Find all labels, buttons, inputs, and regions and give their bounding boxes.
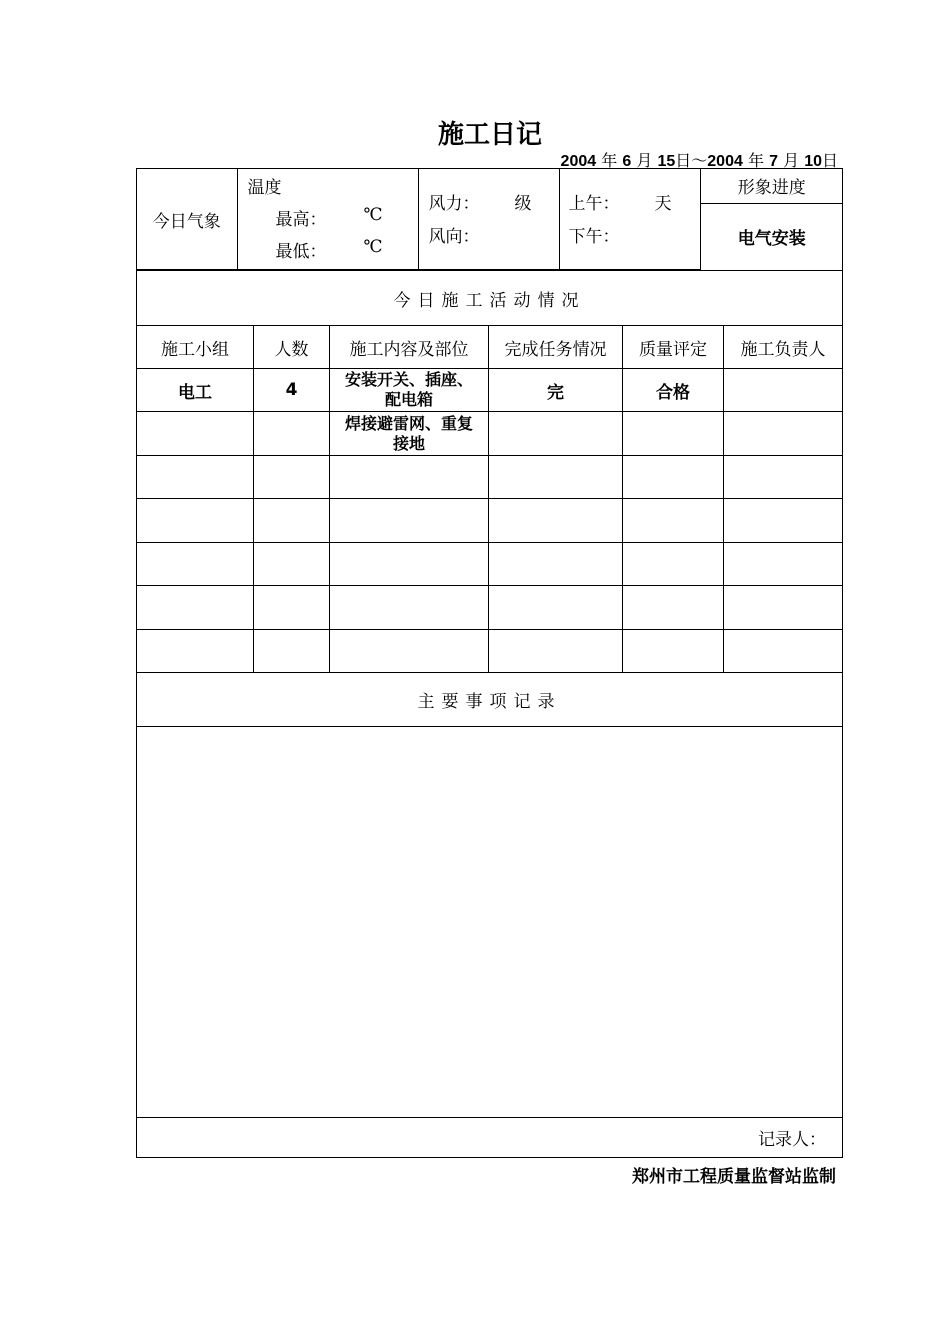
header-team: 施工小组 — [137, 326, 254, 369]
diary-table — [136, 168, 843, 1158]
progress-value: 电气安装 — [700, 203, 843, 269]
cell-responsible — [724, 369, 843, 412]
activity-section-title: 今日施工活动情况 — [137, 271, 843, 326]
cell-content — [330, 586, 489, 630]
cell-team — [137, 630, 254, 673]
cell-completion — [489, 456, 623, 499]
date-separator: ～ — [691, 151, 708, 170]
temperature-cell — [237, 169, 418, 270]
cell-completion — [489, 543, 623, 586]
high-temp-label: 最高： — [275, 210, 327, 230]
cell-quality — [623, 456, 724, 499]
cell-completion — [489, 412, 623, 456]
header-count: 人数 — [254, 326, 330, 369]
table-row — [137, 543, 843, 586]
cell-content — [330, 543, 489, 586]
wind-force-unit: 级 — [514, 194, 532, 214]
cell-responsible — [724, 543, 843, 586]
year-char: 年 — [601, 151, 618, 170]
issuer-footer: 郑州市工程质量监督站监制 — [632, 1167, 836, 1187]
cell-quality — [623, 586, 724, 630]
cell-quality — [623, 630, 724, 673]
cell-content: 焊接避雷网、重复接地 — [330, 412, 489, 456]
start-year: 2004 — [560, 153, 597, 170]
afternoon-label: 下午： — [568, 227, 620, 247]
high-temp-unit: ℃ — [363, 205, 383, 225]
cell-count — [254, 499, 330, 543]
cell-completion — [489, 630, 623, 673]
table-row — [137, 630, 843, 673]
cell-count: 4 — [254, 369, 330, 412]
cell-content — [330, 499, 489, 543]
cell-count — [254, 543, 330, 586]
cell-content — [330, 456, 489, 499]
cell-count — [254, 456, 330, 499]
sky-cell — [559, 169, 700, 270]
cell-count — [254, 586, 330, 630]
temperature-label: 温度 — [247, 178, 282, 198]
activity-header-row — [137, 326, 843, 369]
cell-content: 安装开关、插座、配电箱 — [330, 369, 489, 412]
cell-team: 电工 — [137, 369, 254, 412]
notes-section-title: 主要事项记录 — [137, 673, 843, 727]
weather-label: 今日气象 — [137, 169, 237, 270]
cell-completion — [489, 586, 623, 630]
cell-quality: 合格 — [623, 369, 724, 412]
day-char: 日 — [821, 151, 838, 170]
wind-direction-label: 风向： — [428, 227, 480, 247]
cell-team — [137, 543, 254, 586]
table-row — [137, 499, 843, 543]
month-char: 月 — [783, 151, 800, 170]
cell-responsible — [724, 456, 843, 499]
end-year: 2004 — [707, 153, 743, 170]
low-temp-unit: ℃ — [363, 237, 383, 257]
cell-responsible — [724, 412, 843, 456]
end-day: 10 — [804, 153, 822, 170]
cell-team — [137, 412, 254, 456]
cell-quality — [623, 499, 724, 543]
cell-responsible — [724, 586, 843, 630]
month-char: 月 — [636, 151, 653, 170]
progress-label: 形象进度 — [700, 169, 843, 203]
notes-content-area — [137, 727, 843, 1118]
cell-content — [330, 630, 489, 673]
cell-completion — [489, 499, 623, 543]
cell-count — [254, 412, 330, 456]
start-day: 15 — [657, 153, 676, 170]
cell-team — [137, 586, 254, 630]
wind-cell — [418, 169, 559, 270]
cell-quality — [623, 412, 724, 456]
cell-team — [137, 499, 254, 543]
cell-responsible — [724, 630, 843, 673]
wind-force-label: 风力： — [428, 194, 480, 214]
start-month: 6 — [622, 153, 632, 170]
low-temp-label: 最低： — [275, 242, 327, 262]
day-char: 日 — [675, 151, 692, 170]
cell-quality — [623, 543, 724, 586]
cell-team — [137, 456, 254, 499]
cell-completion: 完 — [489, 369, 623, 412]
year-char: 年 — [747, 151, 764, 170]
header-completion: 完成任务情况 — [489, 326, 623, 369]
weather-row — [137, 169, 843, 271]
table-row — [137, 586, 843, 630]
morning-value: 天 — [654, 194, 672, 214]
end-month: 7 — [769, 153, 778, 170]
header-content: 施工内容及部位 — [330, 326, 489, 369]
recorder-label: 记录人： — [137, 1118, 843, 1158]
table-row — [137, 412, 843, 456]
cell-responsible — [724, 499, 843, 543]
cell-count — [254, 630, 330, 673]
header-responsible: 施工负责人 — [724, 326, 843, 369]
morning-label: 上午： — [568, 194, 620, 214]
header-quality: 质量评定 — [623, 326, 724, 369]
table-row — [137, 369, 843, 412]
table-row — [137, 456, 843, 499]
page-title: 施工日记 — [437, 120, 542, 150]
